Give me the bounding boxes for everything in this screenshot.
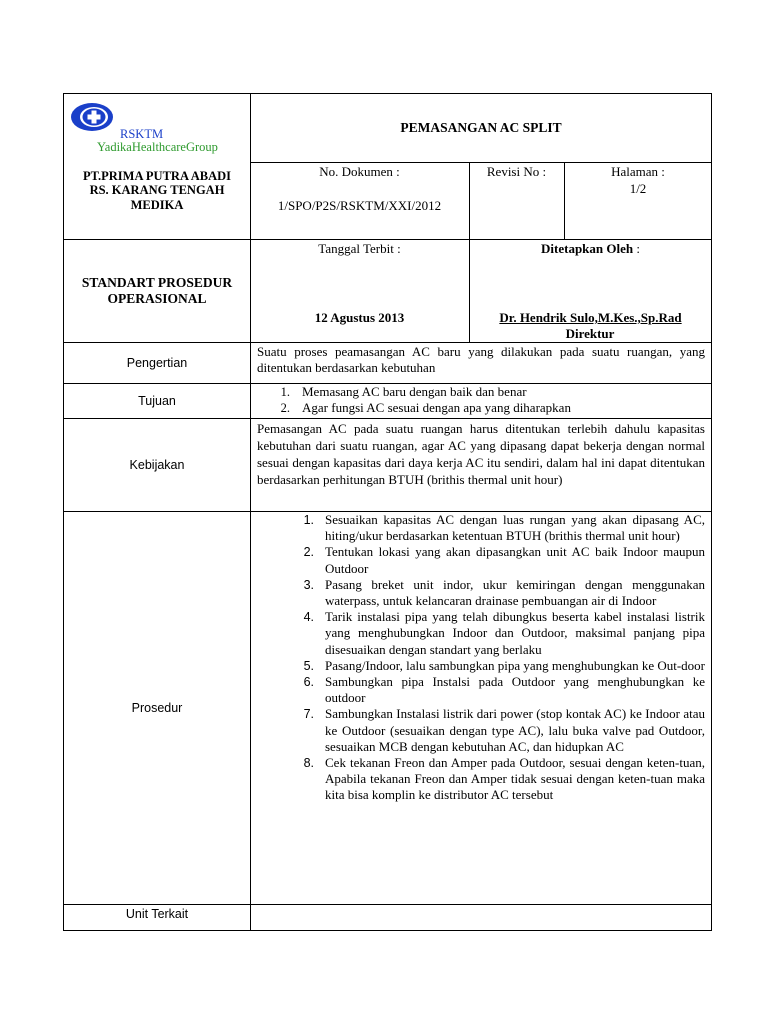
halaman-value: 1/2 (629, 181, 647, 196)
list-item (296, 706, 705, 755)
list-item (296, 544, 705, 576)
list-number: 3. (303, 577, 314, 592)
list-number: 6. (303, 675, 314, 690)
no-dokumen-label: No. Dokumen : (319, 164, 400, 179)
prosedur-list (296, 512, 705, 804)
hospital-logo (70, 102, 114, 132)
list-text: Tentukan lokasi yang akan dipasangkan unit AC baik Indoor maupun Outdoor (325, 544, 705, 576)
list-number: 1. (303, 513, 314, 527)
tujuan-list (272, 384, 702, 416)
unit-terkait-label: Unit Terkait (125, 907, 189, 921)
list-number: 8. (303, 756, 314, 771)
list-number: 2. (280, 401, 290, 415)
document-title: PEMASANGAN AC SPLIT (400, 120, 562, 135)
logo-name: RSKTM (120, 127, 164, 141)
list-number: 2. (303, 545, 314, 560)
signer-name: Dr. Hendrik Sulo,M.Kes.,Sp.Rad (499, 310, 682, 325)
kebijakan-text: Pemasangan AC pada suatu ruangan harus ditentukan terlebih dahulu kapasitas kebutuhan dari suatu ruangan, agar AC yang dipasang dapat bekerja dengan normal sesuai dengan kapasitas dari daya kerja AC itu sendiri, dalam hal ini dapat ditentukan berdasarkan perhitungan BTUH (brithis thermal unit hour) (257, 421, 705, 487)
ditetapkan-oleh-text: Ditetapkan Oleh (541, 241, 634, 256)
list-text: Sambungkan Instalasi listrik dari power (stop kontak AC) ke Indoor atau ke Outdoor (sesuaikan dengan type AC), lalu buka valve pad Outdoor, sesuaikan MCB dengan kebutuhan AC, dan hidupkan AC (325, 706, 705, 754)
list-item (272, 384, 702, 400)
list-text: Sambungkan pipa Instalsi pada Outdoor yang menghubungkan ke outdoor (325, 674, 705, 706)
list-number: 4. (303, 610, 314, 625)
list-item (296, 755, 705, 804)
list-number: 1. (280, 385, 290, 399)
list-item (296, 512, 705, 544)
list-item (272, 400, 702, 416)
tujuan-label: Tujuan (138, 394, 176, 408)
tanggal-terbit-label: Tanggal Terbit : (318, 241, 401, 256)
list-text: Tarik instalasi pipa yang telah dibungkus beserta kabel instalasi listrik yang menghubungkan Indoor dan Outdoor, maksimal panjang pipa disesuaikan dengan standart yang berlaku (325, 609, 705, 657)
list-number: 7. (303, 707, 314, 722)
company-name: PT.PRIMA PUTRA ABADI (82, 169, 232, 183)
pengertian-text: Suatu proses peamasangan AC baru yang dilakukan pada suatu ruangan, yang ditentukan berdasarkan kebutuhan (257, 344, 705, 375)
logo-group: YadikaHealthcareGroup (97, 140, 218, 154)
list-item (296, 658, 705, 674)
signer-role: Direktur (565, 326, 615, 341)
list-item (296, 674, 705, 706)
list-item (296, 577, 705, 609)
list-text: Memasang AC baru dengan baik dan benar (302, 384, 527, 399)
cross-logo-icon (70, 102, 114, 132)
ditetapkan-oleh-colon: : (633, 241, 640, 256)
list-text: Sesuaikan kapasitas AC dengan luas rungan yang akan dipasang AC, hiting/ukur berdasarkan ketentuan BTUH (brithis thermal unit hour) (325, 512, 705, 544)
list-text: Pasang/Indoor, lalu sambungkan pipa yang menghubungkan ke Out-door (325, 657, 706, 673)
halaman-label: Halaman : (611, 164, 665, 179)
revisi-label: Revisi No : (486, 164, 547, 179)
no-dokumen-value: 1/SPO/P2S/RSKTM/XXI/2012 (277, 198, 442, 213)
prosedur-label: Prosedur (131, 701, 183, 715)
hospital-name: RS. KARANG TENGAH MEDIKA (89, 183, 225, 212)
list-item (296, 609, 705, 658)
ditetapkan-oleh-label (469, 241, 712, 257)
list-text: Cek tekanan Freon dan Amper pada Outdoor, sesuai dengan keten-tuan, Apabila tekanan Freon dan Amper tidak sesuai dengan keten-tuan maka kita bisa komplin ke distributor AC tersebut (325, 755, 705, 803)
kebijakan-label: Kebijakan (129, 458, 185, 472)
sop-title: STANDART PROSEDUR OPERASIONAL (81, 275, 233, 306)
list-number: 5. (303, 658, 314, 673)
tanggal-terbit-value: 12 Agustus 2013 (314, 310, 405, 325)
list-text: Agar fungsi AC sesuai dengan apa yang diharapkan (302, 400, 571, 415)
pengertian-label: Pengertian (126, 356, 188, 370)
list-text: Pasang breket unit indor, ukur kemiringan dengan menggunakan waterpass, untuk kelancaran drainase pembuangan air di Indoor (325, 576, 705, 609)
